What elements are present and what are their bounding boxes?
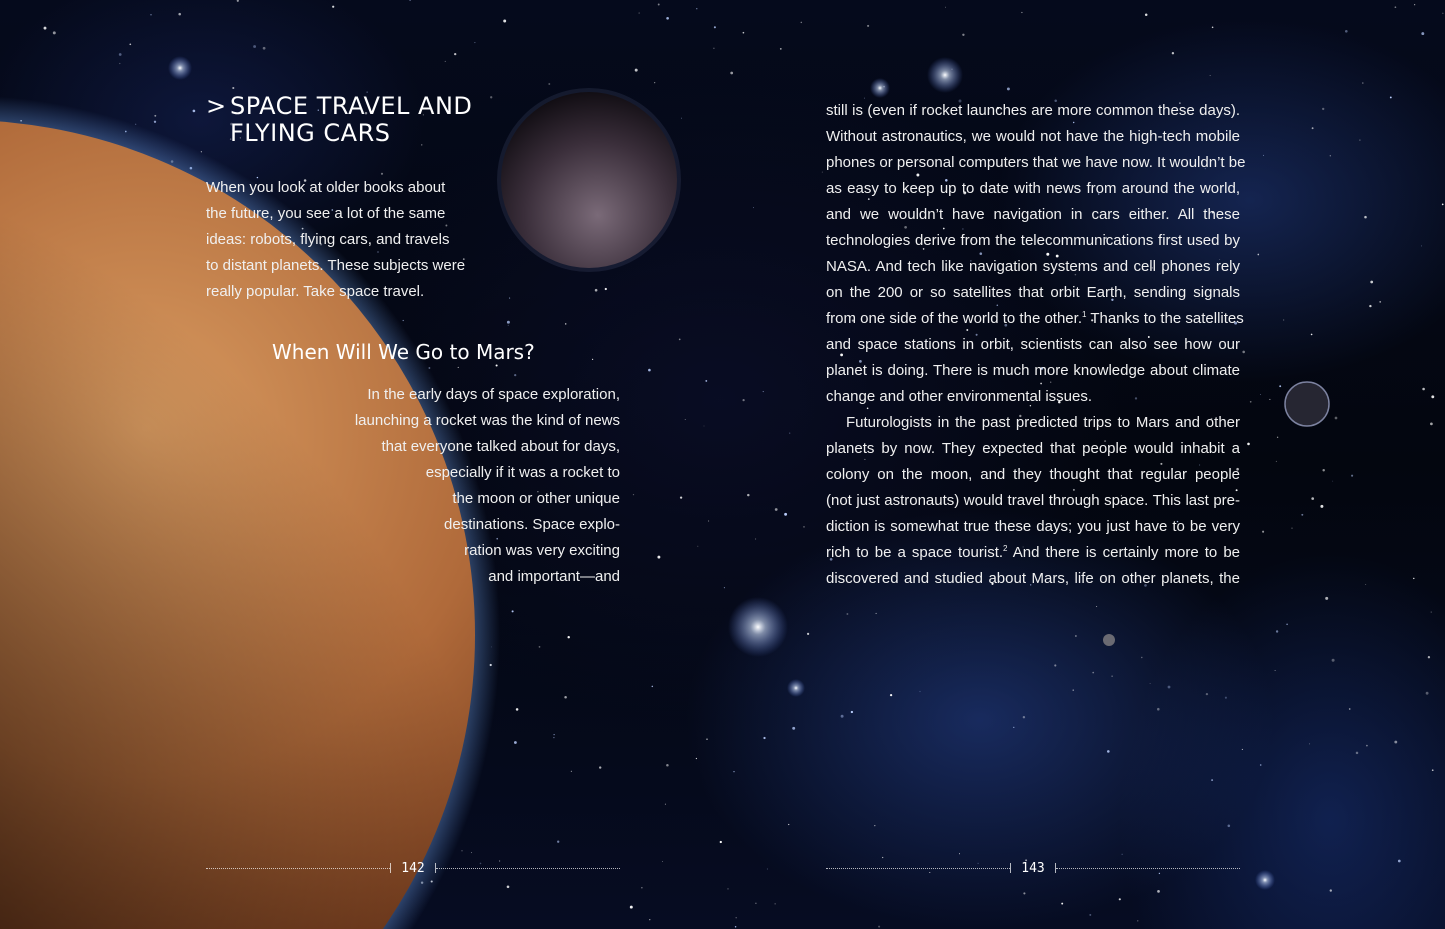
star — [1111, 676, 1112, 677]
star — [1262, 531, 1264, 533]
star — [1322, 469, 1324, 471]
star — [1311, 334, 1313, 336]
star — [1309, 743, 1310, 744]
star — [1366, 745, 1368, 747]
star — [705, 380, 707, 382]
body-line-with-footnote — [826, 306, 1244, 332]
star — [962, 34, 964, 36]
star — [1312, 127, 1314, 129]
body-line: (not just astronauts) would travel through space. This last pre- — [826, 492, 1240, 509]
star — [788, 824, 789, 825]
star — [763, 391, 764, 392]
star — [803, 526, 804, 527]
star — [630, 906, 633, 909]
star — [454, 53, 456, 55]
star — [1395, 6, 1397, 8]
footnote-ref-2[interactable]: 2 — [1003, 544, 1008, 553]
star — [1247, 443, 1250, 446]
star — [1430, 423, 1433, 426]
star — [735, 926, 737, 928]
star — [1283, 319, 1284, 320]
star — [1349, 708, 1351, 710]
body-line-text: from one side of the world to the other. — [826, 310, 1082, 327]
star — [1242, 749, 1243, 750]
star — [1279, 385, 1281, 387]
star — [507, 885, 510, 888]
left-page-folio — [206, 858, 620, 878]
star — [1089, 914, 1091, 916]
star — [1394, 741, 1397, 744]
star — [237, 0, 239, 2]
star — [1023, 892, 1025, 894]
star — [697, 546, 698, 547]
star — [557, 841, 559, 843]
star — [730, 72, 733, 75]
star — [704, 426, 705, 427]
bright-star — [927, 57, 963, 93]
star — [841, 715, 844, 718]
star — [605, 288, 607, 290]
mars-line: that everyone talked about for days, — [381, 438, 620, 455]
star — [1061, 903, 1063, 905]
star — [490, 96, 492, 98]
folio-rule — [1056, 868, 1240, 869]
star — [178, 13, 181, 16]
star — [680, 496, 682, 498]
star — [1330, 155, 1331, 156]
star — [154, 121, 156, 123]
star — [1332, 659, 1335, 662]
star — [641, 887, 642, 888]
mars-line: the moon or other unique — [452, 490, 620, 507]
star — [1345, 30, 1348, 33]
star — [599, 766, 601, 768]
star — [1301, 514, 1303, 516]
star — [706, 738, 708, 740]
mars-line: destinations. Space explo- — [444, 516, 620, 533]
star — [696, 8, 697, 9]
moon-planet-image — [501, 92, 677, 268]
bright-star — [870, 78, 890, 98]
star — [1211, 779, 1213, 781]
star — [232, 87, 234, 89]
star — [919, 691, 920, 692]
mars-line: especially if it was a rocket to — [425, 464, 620, 481]
tiny-moon-image — [1103, 634, 1115, 646]
star — [1013, 727, 1014, 728]
star — [1390, 96, 1392, 98]
star — [1398, 860, 1401, 863]
star — [665, 804, 666, 805]
star — [851, 711, 853, 713]
star — [403, 320, 404, 321]
star — [1263, 155, 1264, 156]
star — [1054, 664, 1056, 666]
folio-rule — [206, 868, 390, 869]
intro-line: When you look at older books about — [206, 179, 446, 196]
body-line: discovered and studied about Mars, life on other planets, the — [826, 570, 1240, 587]
intro-paragraph — [206, 175, 476, 305]
star — [1107, 750, 1110, 753]
star — [1242, 351, 1245, 354]
star — [649, 919, 650, 920]
star — [565, 323, 567, 325]
body-line: colony on the moon, and they thought that regular people — [826, 466, 1240, 483]
body-line: and space stations in orbit, scientists can also see how our — [826, 336, 1240, 353]
intro-line: to distant planets. These subjects were — [206, 257, 466, 274]
intro-line: really popular. Take space travel. — [206, 283, 425, 300]
section-heading — [206, 93, 472, 147]
mars-line: ration was very exciting — [464, 542, 620, 559]
star — [1292, 528, 1293, 529]
star — [1277, 437, 1278, 438]
star — [1228, 825, 1231, 828]
star — [1413, 578, 1414, 579]
star — [1157, 708, 1160, 711]
star — [503, 20, 506, 23]
star — [780, 48, 782, 50]
star — [1021, 12, 1022, 13]
star — [1426, 692, 1429, 695]
star — [564, 696, 567, 699]
star — [1428, 656, 1430, 658]
star — [1007, 87, 1010, 90]
star — [662, 861, 663, 862]
star — [789, 433, 790, 434]
star — [1432, 769, 1434, 771]
star — [119, 53, 122, 56]
star — [1119, 898, 1121, 900]
folio-rule — [436, 868, 620, 869]
heading-arrow-icon: > — [206, 92, 227, 120]
heading-line-1: SPACE TRAVEL AND — [230, 92, 473, 120]
mars-paragraph — [300, 382, 620, 590]
star — [784, 513, 787, 516]
bright-star — [728, 597, 788, 657]
star — [658, 4, 660, 6]
star — [1023, 716, 1025, 718]
star — [1168, 686, 1171, 689]
star — [1157, 890, 1160, 893]
star — [727, 888, 728, 889]
body-line: still is (even if rocket launches are more common these days). — [826, 102, 1240, 119]
star — [1421, 245, 1422, 246]
star — [775, 508, 778, 511]
star — [1212, 27, 1214, 29]
star — [154, 115, 156, 117]
star — [681, 118, 682, 119]
star — [119, 63, 120, 64]
star — [1359, 139, 1360, 140]
star — [514, 374, 516, 376]
star — [876, 613, 877, 614]
star — [1332, 481, 1333, 482]
star — [635, 69, 638, 72]
bright-star — [168, 56, 192, 80]
star — [945, 7, 946, 8]
star — [724, 587, 725, 588]
star — [1431, 612, 1432, 613]
star — [1260, 764, 1262, 766]
star — [874, 825, 875, 826]
star — [807, 633, 809, 635]
star — [571, 771, 572, 772]
star — [554, 734, 555, 735]
star — [471, 852, 472, 853]
star — [648, 369, 651, 372]
star — [509, 298, 510, 299]
star — [1322, 108, 1324, 110]
star — [1320, 505, 1323, 508]
star — [767, 869, 768, 870]
star — [1442, 13, 1443, 14]
star — [822, 172, 823, 173]
mars-line: launching a rocket was the kind of news — [354, 412, 620, 429]
star — [592, 359, 593, 360]
star — [1356, 752, 1359, 755]
star — [696, 758, 697, 759]
star — [747, 494, 749, 496]
star — [733, 771, 734, 772]
star — [1422, 388, 1425, 391]
body-line: planet is doing. There is much more knowledge about climate — [826, 362, 1240, 379]
star — [1257, 254, 1259, 256]
star — [1075, 635, 1077, 637]
star — [742, 399, 744, 401]
body-line: NASA. And tech like navigation systems and cell phones rely — [826, 258, 1240, 275]
star — [736, 917, 737, 918]
star — [1414, 4, 1415, 5]
body-line: as easy to keep up to date with news from around the world, — [826, 180, 1240, 197]
star — [1260, 394, 1261, 395]
small-moon-image — [1285, 382, 1329, 426]
star — [1122, 854, 1123, 855]
star — [755, 903, 756, 904]
star — [639, 13, 640, 14]
star — [633, 494, 634, 495]
star — [959, 853, 960, 854]
body-line: Without astronautics, we would not have the high-tech mobile — [826, 128, 1240, 145]
star — [1150, 683, 1151, 684]
star — [652, 686, 654, 688]
star — [1442, 204, 1444, 206]
star — [1092, 672, 1094, 674]
star — [332, 6, 334, 8]
star — [708, 520, 709, 521]
star — [193, 110, 196, 113]
star — [846, 613, 848, 615]
star — [1362, 82, 1364, 84]
star — [1276, 461, 1277, 462]
right-page-body — [826, 98, 1246, 592]
star — [792, 727, 795, 730]
bright-star — [1255, 870, 1275, 890]
star — [878, 926, 880, 928]
folio-rule — [826, 868, 1010, 869]
star — [867, 25, 869, 27]
star — [1073, 689, 1074, 690]
star — [1379, 301, 1381, 303]
star — [890, 694, 892, 696]
star — [755, 538, 756, 539]
star — [553, 737, 554, 738]
star — [1275, 670, 1276, 671]
star — [507, 321, 510, 324]
body-line-tail: Thanks to the satellites — [1086, 310, 1244, 327]
body-line: diction is somewhat true these days; you just have to be very — [826, 518, 1240, 535]
star — [150, 14, 151, 15]
star — [720, 841, 722, 843]
star — [508, 325, 509, 326]
star — [1351, 475, 1353, 477]
body-line: change and other environmental issues. — [826, 388, 1093, 405]
star — [548, 83, 550, 85]
intro-line: ideas: robots, flying cars, and travels — [206, 231, 450, 248]
star — [474, 42, 475, 43]
star — [445, 61, 446, 62]
star — [801, 22, 803, 24]
body-line: on the 200 or so satellites that orbit Earth, sending signals — [826, 284, 1240, 301]
mars-line: In the early days of space exploration, — [367, 386, 620, 403]
body-line-text: rich to be a space tourist. — [826, 544, 1004, 561]
mars-line: and important—and — [488, 568, 620, 585]
star — [458, 367, 459, 368]
body-line-with-footnote — [826, 540, 1240, 566]
star — [263, 47, 266, 50]
star — [253, 45, 256, 48]
star — [1311, 497, 1314, 500]
star — [679, 339, 681, 341]
bright-star — [787, 679, 805, 697]
star — [1431, 395, 1434, 398]
star — [1364, 216, 1367, 219]
star — [654, 82, 655, 83]
star — [666, 764, 669, 767]
star — [1096, 606, 1097, 607]
star — [763, 737, 765, 739]
star — [1250, 401, 1252, 403]
star — [1141, 657, 1142, 658]
star — [1225, 697, 1227, 699]
star — [743, 32, 745, 34]
star — [461, 850, 462, 851]
star — [1137, 920, 1138, 921]
star — [1206, 693, 1208, 695]
star — [666, 17, 669, 20]
star — [512, 610, 514, 612]
star — [1172, 52, 1174, 54]
page-number-left: 142 — [401, 860, 425, 876]
star — [657, 556, 660, 559]
star — [1210, 75, 1211, 76]
star — [1370, 281, 1373, 284]
star — [409, 0, 411, 1]
star — [539, 646, 541, 648]
star — [44, 27, 47, 30]
body-line: phones or personal computers that we have now. It wouldn’t be — [826, 154, 1246, 171]
star — [496, 364, 498, 366]
star — [595, 289, 598, 292]
star — [1145, 13, 1148, 16]
star — [1325, 597, 1328, 600]
star — [1286, 624, 1288, 626]
star — [714, 26, 716, 28]
intro-line: the future, you see a lot of the same — [206, 205, 446, 222]
star — [53, 31, 56, 34]
page-number-right: 143 — [1021, 860, 1045, 876]
star — [685, 419, 686, 420]
body-line: Futurologists in the past predicted trips to Mars and other — [846, 414, 1240, 431]
star — [129, 43, 131, 45]
body-line-tail: And there is certainly more to be — [1007, 544, 1241, 561]
body-line: planets by now. They expected that people would inhabit a — [826, 440, 1240, 457]
star — [713, 48, 714, 49]
star — [1330, 889, 1332, 891]
star — [1369, 305, 1371, 307]
star — [753, 207, 754, 208]
star — [1421, 32, 1424, 35]
heading-line-2: FLYING CARS — [230, 119, 391, 147]
star — [1276, 630, 1278, 632]
star — [1365, 584, 1366, 585]
star — [775, 903, 776, 904]
star — [1335, 417, 1338, 420]
star — [1269, 399, 1270, 400]
subheading: When Will We Go to Mars? — [272, 340, 535, 364]
star — [567, 636, 569, 638]
star — [516, 708, 519, 711]
body-line: and we wouldn’t have navigation in cars either. All these — [826, 206, 1240, 223]
right-page-folio — [826, 858, 1240, 878]
star — [514, 741, 517, 744]
body-line: technologies derive from the telecommunications first used by — [826, 232, 1240, 249]
footnote-ref-1[interactable]: 1 — [1081, 310, 1087, 319]
